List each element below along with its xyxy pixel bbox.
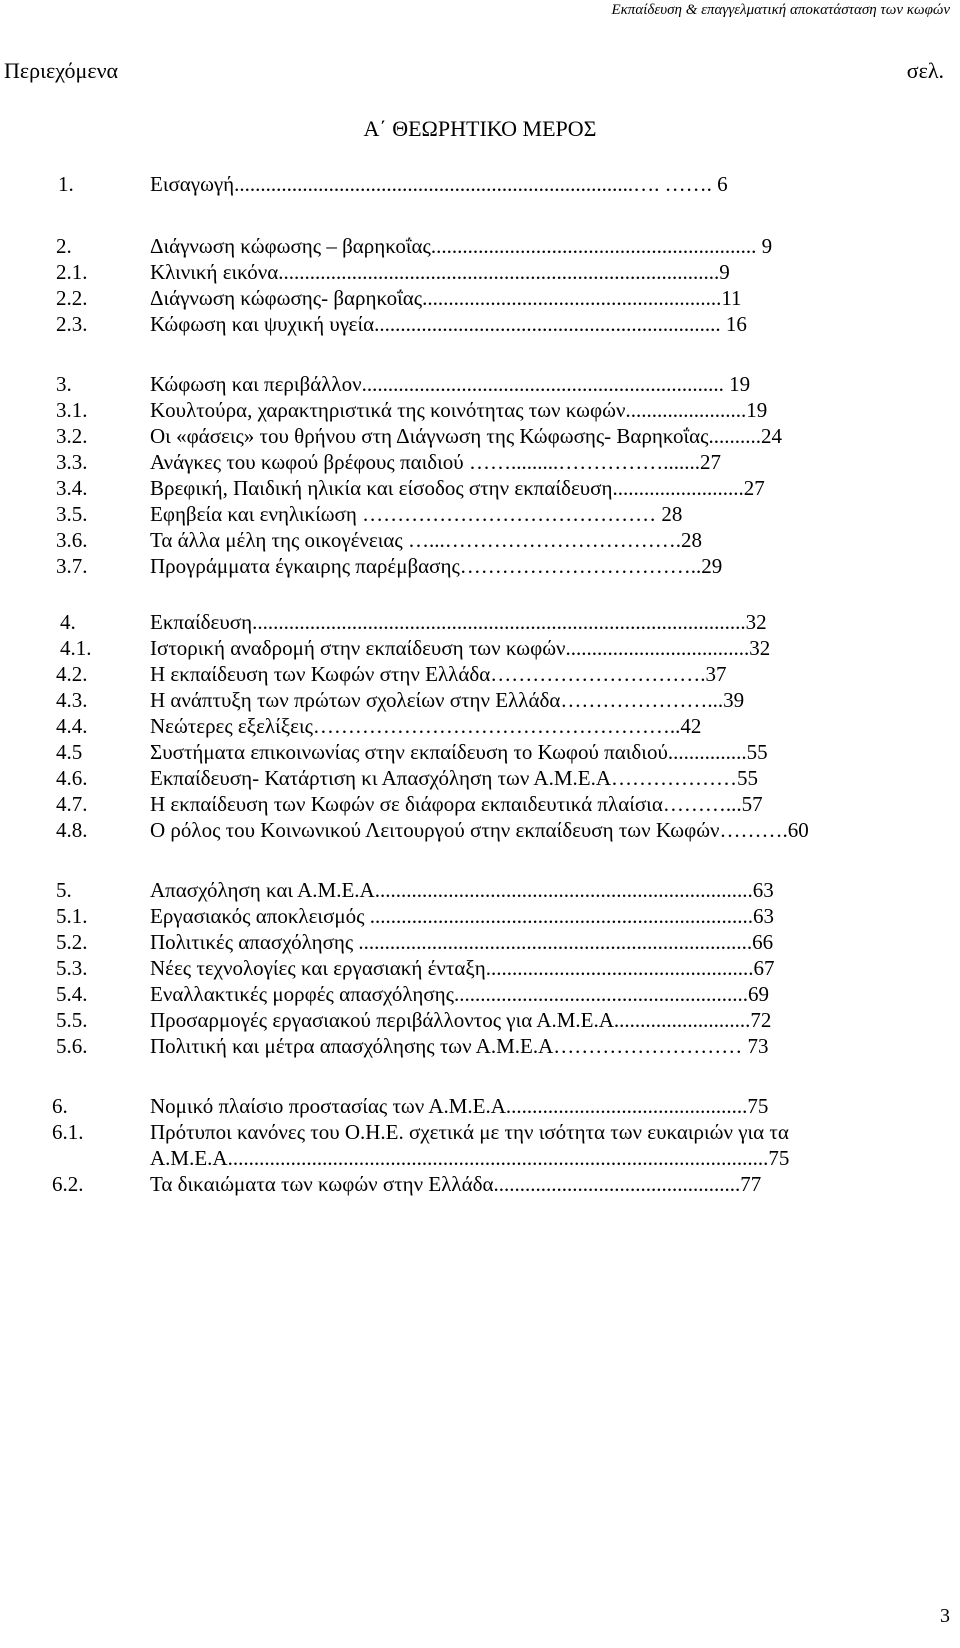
- toc-entry-number: 4.2.: [56, 662, 88, 686]
- toc-entry-text: Η εκπαίδευση των Κωφών σε διάφορα εκπαιδευτικά πλαίσια………...57: [150, 792, 763, 816]
- toc-entry: [0, 552, 960, 580]
- toc-entry-number: 5.4.: [56, 982, 88, 1006]
- toc-entry-text: Διάγνωση κώφωσης- βαρηκοΐας.........................................................11: [150, 286, 742, 310]
- toc-entry-text: Νεώτερες εξελίξεις……………………………………………..42: [150, 714, 702, 738]
- toc-entry-number: 3.7.: [56, 554, 88, 578]
- toc-entry-number: 5.5.: [56, 1008, 88, 1032]
- toc-entry: [0, 284, 960, 312]
- toc-entry: [0, 258, 960, 286]
- toc-entry-text: Η ανάπτυξη των πρώτων σχολείων στην Ελλάδα…………………...39: [150, 688, 745, 712]
- toc-entry-text: Κώφωση και ψυχική υγεία.................................................................. 16: [150, 312, 747, 336]
- toc-entry: [0, 980, 960, 1008]
- toc-entry-number: 5.2.: [56, 930, 88, 954]
- toc-entry-text: Εισαγωγή............................................................................…. ……. 6: [150, 172, 728, 196]
- toc-entry-number: 3.3.: [56, 450, 88, 474]
- toc-entry: [0, 232, 960, 260]
- toc-entry-number: 2.: [56, 234, 72, 258]
- toc-entry: [0, 790, 960, 818]
- toc-entry-text: Εκπαίδευση- Κατάρτιση κι Απασχόληση των Α.Μ.Ε.Α………………55: [150, 766, 759, 790]
- toc-entry-text: Κλινική εικόνα....................................................................................9: [150, 260, 730, 284]
- toc-entry-number: 2.3.: [56, 312, 88, 336]
- toc-entry-text: Η εκπαίδευση των Κωφών στην Ελλάδα………………………….37: [150, 662, 727, 686]
- toc-entry: [0, 876, 960, 904]
- toc-entry-number: 2.1.: [56, 260, 88, 284]
- toc-entry-number: 4.5: [56, 740, 83, 764]
- toc-entry-text: Νέες τεχνολογίες και εργασιακή ένταξη...................................................67: [150, 956, 775, 980]
- toc-entry: [0, 660, 960, 688]
- toc-heading: [4, 58, 944, 90]
- toc-entry-number: 1.: [58, 172, 74, 196]
- page-column-label: σελ.: [906, 58, 944, 83]
- toc-entry-text: Εργασιακός αποκλεισμός .........................................................................63: [150, 904, 774, 928]
- toc-entry: [0, 1118, 960, 1146]
- toc-entry-text: Τα δικαιώματα των κωφών στην Ελλάδα...............................................77: [150, 1172, 762, 1196]
- toc-entry: [0, 310, 960, 338]
- toc-entry: [0, 396, 960, 424]
- toc-entry-number: 4.4.: [56, 714, 88, 738]
- toc-entry-number: 5.1.: [56, 904, 88, 928]
- toc-entry: [0, 686, 960, 714]
- toc-entry-text: Εκπαίδευση..............................................................................................32: [150, 610, 767, 634]
- toc-entry-number: 4.7.: [56, 792, 88, 816]
- toc-entry-text: Ιστορική αναδρομή στην εκπαίδευση των κωφών...................................32: [150, 636, 771, 660]
- toc-entry: [0, 1092, 960, 1120]
- toc-entry: [0, 474, 960, 502]
- toc-entry-number: 2.2.: [56, 286, 88, 310]
- toc-entry: [0, 902, 960, 930]
- toc-entry: [0, 608, 960, 636]
- toc-entry-number: 6.1.: [52, 1120, 84, 1144]
- toc-entry-number: 3.5.: [56, 502, 88, 526]
- toc-entry-text: Προγράμματα έγκαιρης παρέμβασης……………………………..29: [150, 554, 723, 578]
- toc-entry-text: Κουλτούρα, χαρακτηριστικά της κοινότητας των κωφών.......................19: [150, 398, 768, 422]
- toc-entry-text: Νομικό πλαίσιο προστασίας των Α.Μ.Ε.Α..............................................75: [150, 1094, 769, 1118]
- toc-entry: [0, 526, 960, 554]
- page-number: 3: [940, 1605, 950, 1627]
- part-title: Α΄ ΘΕΩΡΗΤΙΚΟ ΜΕΡΟΣ: [363, 116, 597, 141]
- toc-entry-number: 5.: [56, 878, 72, 902]
- toc-entry: [0, 954, 960, 982]
- toc-entry-text: Εναλλακτικές μορφές απασχόλησης........................................................69: [150, 982, 769, 1006]
- toc-entry-text: Βρεφική, Παιδική ηλικία και είσοδος στην εκπαίδευση.........................27: [150, 476, 765, 500]
- toc-entry-text: Πολιτικές απασχόλησης ...........................................................................66: [150, 930, 774, 954]
- toc-entry-number: 4.8.: [56, 818, 88, 842]
- toc-entry-text: Διάγνωση κώφωσης – βαρηκοΐας.............................................................. 9: [150, 234, 773, 258]
- toc-entry: [0, 634, 960, 662]
- toc-entry-text: Πρότυποι κανόνες του Ο.Η.Ε. σχετικά με την ισότητα των ευκαιριών για τα: [150, 1120, 789, 1144]
- toc-entry: [0, 448, 960, 476]
- toc-entry: [0, 1170, 960, 1198]
- toc-entry: [0, 1006, 960, 1034]
- toc-entry: [0, 1144, 960, 1172]
- toc-entry: [0, 1032, 960, 1060]
- toc-entry: [0, 370, 960, 398]
- toc-entry: [0, 738, 960, 766]
- toc-entry-text: Οι «φάσεις» του θρήνου στη Διάγνωση της Κώφωσης- Βαρηκοΐας..........24: [150, 424, 782, 448]
- toc-entry-text: Ανάγκες του κωφού βρέφους παιδιού …….........…………….......27: [150, 450, 721, 474]
- toc-entry-number: 5.6.: [56, 1034, 88, 1058]
- toc-entry-text: Εφηβεία και ενηλικίωση …………………………………… 28: [150, 502, 683, 526]
- toc-entry: [0, 712, 960, 740]
- toc-entry-number: 3.1.: [56, 398, 88, 422]
- toc-entry-number: 4.1.: [60, 636, 92, 660]
- toc-entry: [0, 170, 960, 198]
- toc-entry-number: 6.2.: [52, 1172, 84, 1196]
- toc-entry-number: 3.4.: [56, 476, 88, 500]
- toc-entry-text: Ο ρόλος του Κοινωνικού Λειτουργού στην εκπαίδευση των Κωφών……….60: [150, 818, 809, 842]
- toc-title: Περιεχόμενα: [4, 58, 119, 83]
- toc-entry: [0, 422, 960, 450]
- toc-entry-number: 4.: [60, 610, 76, 634]
- running-header: Εκπαίδευση & επαγγελματική αποκατάσταση των κωφών: [611, 2, 950, 18]
- toc-entry-text: Συστήματα επικοινωνίας στην εκπαίδευση το Κωφού παιδιού...............55: [150, 740, 768, 764]
- toc-entry-number: 4.6.: [56, 766, 88, 790]
- toc-entry-number: 3.2.: [56, 424, 88, 448]
- toc-entry-number: 5.3.: [56, 956, 88, 980]
- toc-entry-number: 3.6.: [56, 528, 88, 552]
- toc-entry-text: Πολιτική και μέτρα απασχόλησης των Α.Μ.Ε.Α……………………… 73: [150, 1034, 769, 1058]
- toc-entry: [0, 928, 960, 956]
- toc-entry-text: Προσαρμογές εργασιακού περιβάλλοντος για Α.Μ.Ε.Α..........................72: [150, 1008, 772, 1032]
- toc-entry-number: 6.: [52, 1094, 68, 1118]
- toc-entry-text: Τα άλλα μέλη της οικογένειας …...…………………………….28: [150, 528, 702, 552]
- toc-entry-text: Κώφωση και περιβάλλον..................................................................... 19: [150, 372, 751, 396]
- toc-entry-text: Απασχόληση και Α.Μ.Ε.Α........................................................................63: [150, 878, 774, 902]
- toc-entry-text: Α.Μ.Ε.Α.......................................................................................................75: [150, 1146, 790, 1170]
- toc-entry: [0, 764, 960, 792]
- toc-entry: [0, 500, 960, 528]
- toc-entry-number: 4.3.: [56, 688, 88, 712]
- toc-entry: [0, 816, 960, 844]
- toc-entry-number: 3.: [56, 372, 72, 396]
